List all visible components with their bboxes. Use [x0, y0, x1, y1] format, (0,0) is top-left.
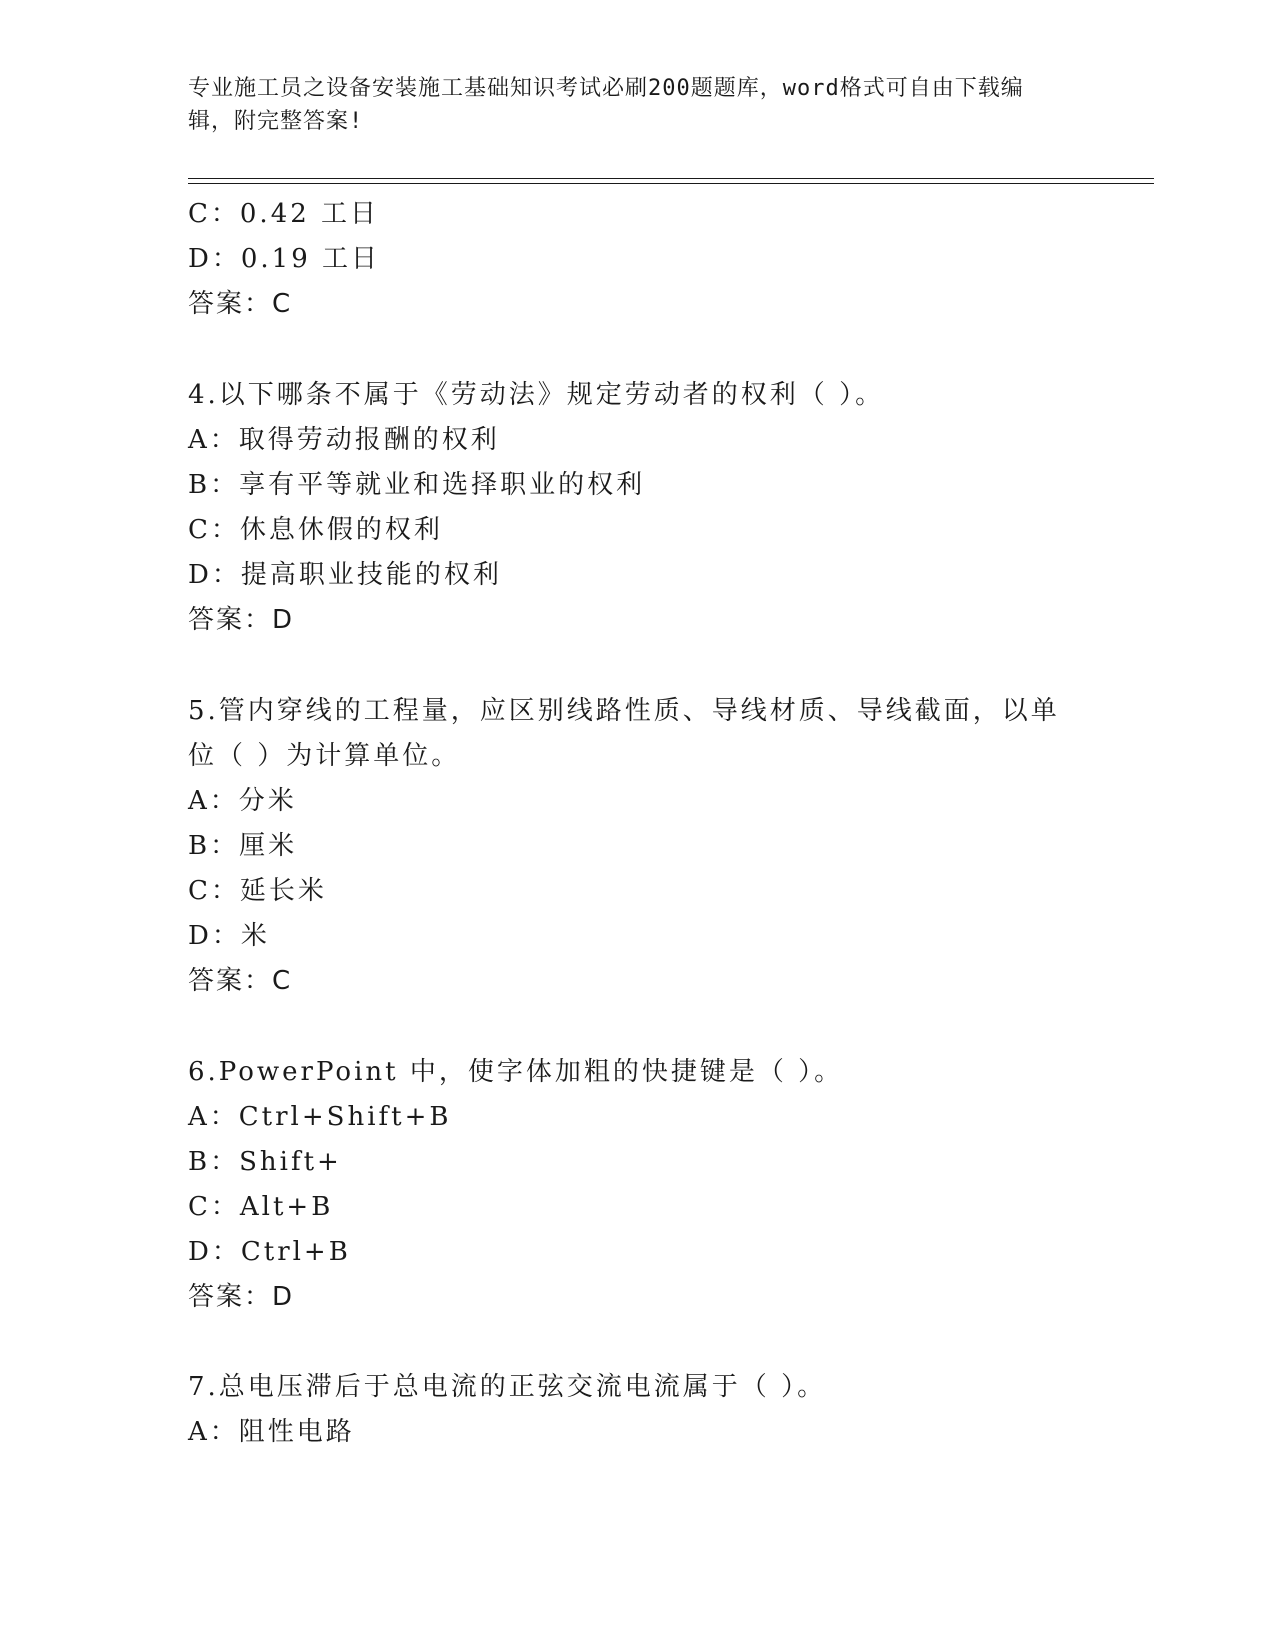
- q4-option-b: B：享有平等就业和选择职业的权利: [188, 470, 646, 500]
- q6-option-b: B：Shift+: [188, 1147, 342, 1177]
- q4-option-c: C：休息休假的权利: [188, 515, 443, 545]
- q6-option-a: A：Ctrl+Shift+B: [188, 1102, 452, 1132]
- q5-option-c: C：延长米: [188, 876, 327, 906]
- q5-option-b: B：厘米: [188, 831, 298, 861]
- q7-stem: 7.总电压滞后于总电流的正弦交流电流属于（ ）。: [188, 1372, 827, 1402]
- header-rule-bottom: [188, 183, 1154, 184]
- q5-stem-line1: 5.管内穿线的工程量，应区别线路性质、导线材质、导线截面，以单: [188, 696, 1060, 726]
- q4-answer: 答案：D: [188, 605, 295, 635]
- q3-answer: 答案：C: [188, 289, 293, 319]
- q5-option-a: A：分米: [188, 786, 297, 816]
- q5-stem-line2: 位（ ）为计算单位。: [188, 741, 461, 771]
- q6-option-d: D：Ctrl+B: [188, 1237, 351, 1267]
- document-header: 专业施工员之设备安装施工基础知识考试必刷200题题库，word格式可自由下载编辑，附完整答案!: [188, 76, 1024, 134]
- header-rule-top: [188, 178, 1154, 179]
- q5-answer: 答案：C: [188, 966, 293, 996]
- q6-option-c: C：Alt+B: [188, 1192, 334, 1222]
- q4-option-d: D：提高职业技能的权利: [188, 560, 502, 590]
- q3-option-d: D：0.19 工日: [188, 244, 381, 274]
- q6-answer: 答案：D: [188, 1282, 295, 1312]
- q4-option-a: A：取得劳动报酬的权利: [188, 425, 500, 455]
- q3-option-c: C：0.42 工日: [188, 199, 380, 229]
- q5-option-d: D：米: [188, 921, 270, 951]
- q7-option-a: A：阻性电路: [188, 1417, 355, 1447]
- q6-stem: 6.PowerPoint 中，使字体加粗的快捷键是（ ）。: [188, 1057, 844, 1087]
- q4-stem: 4.以下哪条不属于《劳动法》规定劳动者的权利（ ）。: [188, 380, 885, 410]
